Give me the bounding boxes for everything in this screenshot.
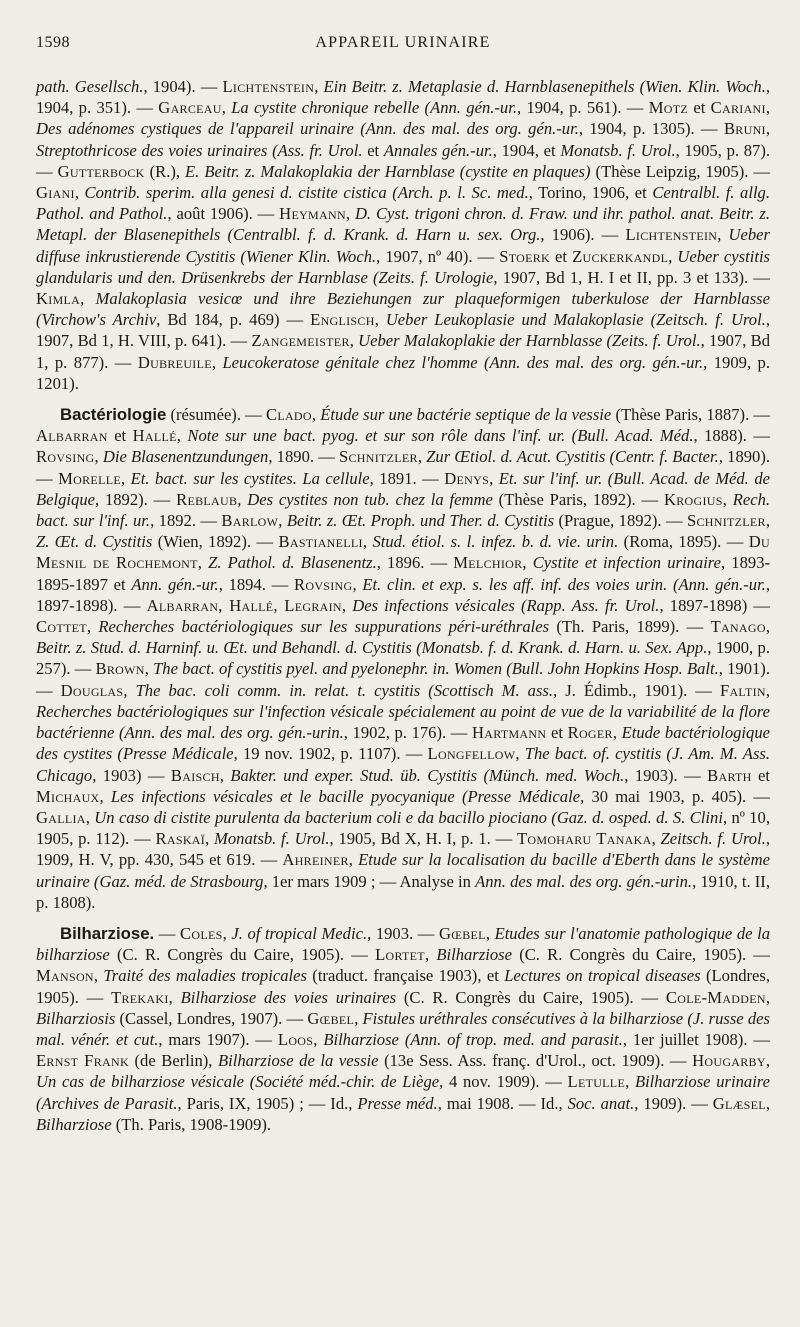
roman-text: , [341, 595, 353, 615]
roman-text: , [765, 511, 771, 531]
roman-text: (Londres, 1905). — [36, 966, 771, 1007]
author-name: Krogius [663, 489, 723, 509]
author-name: Gœbel [438, 923, 486, 943]
roman-text: , [120, 468, 131, 488]
roman-text: , 1905, Bd X, H. I, p. 1. — [329, 829, 517, 849]
roman-text: , 1896. — [376, 553, 454, 573]
roman-text: , 1er mars 1909 ; — Analyse in [263, 871, 476, 891]
roman-text: , [722, 489, 733, 509]
italic-text: Die Blasenentzundungen [102, 447, 269, 467]
roman-text: , [765, 1051, 770, 1071]
roman-text: , [99, 786, 111, 806]
author-name: Clado [265, 405, 312, 425]
author-name: Ernst Frank [36, 1051, 129, 1071]
italic-text: La cystite chronique rebelle (Ann. gén.-ur. [231, 98, 517, 118]
roman-text: , 19 nov. 1902, p. 1107). — [233, 744, 428, 764]
italic-text: Bilharziosis [36, 1008, 116, 1028]
italic-text: Traité des maladies tropicales [103, 966, 307, 986]
roman-text: , 1892). — [94, 489, 177, 509]
italic-text: E. Beitr. z. Malakoplakia der Harnblase (cystite en plaques) [185, 161, 591, 181]
roman-text: , 1893-1895-1897 et [36, 553, 771, 594]
italic-text: The bact. of. cystitis (J. Am. M. Ass. Chicago [36, 744, 771, 785]
roman-text: , 1903). — [624, 765, 708, 785]
italic-text: Ann. gén.-ur. [131, 574, 219, 594]
roman-text: , [348, 850, 359, 870]
author-name: Cariani [710, 98, 766, 118]
roman-text: , [211, 352, 223, 372]
italic-text: Zur Œtiol. d. Acut. Cystitis (Centr. f. Bacter. [426, 447, 719, 467]
roman-text: , 1890. — [268, 447, 339, 467]
roman-text: , Bd 184, p. 469) — [156, 310, 311, 330]
italic-text: Étude sur une bactérie septique de la vessie [320, 405, 612, 425]
author-name: Trekaki [111, 987, 169, 1007]
author-name: Tanago [710, 617, 766, 637]
roman-text: , [278, 511, 287, 531]
author-name: Du Mesnil de Rochemont [36, 532, 771, 573]
roman-text: — [154, 923, 180, 943]
italic-text: Leucokeratose génitale chez l'homme (Ann. des mal. des org. gén.-ur. [222, 352, 704, 372]
roman-text: , [205, 829, 215, 849]
author-name: Englisch [310, 310, 375, 330]
author-name: Schnitzler [686, 511, 766, 531]
author-name: Raskaï [155, 829, 206, 849]
italic-text: Streptothricose des voies urinaires (Ass. fr. Urol. [36, 140, 363, 160]
italic-text: Bilharziose [436, 945, 512, 965]
italic-text: The bact. of cystitis pyel. and pyelonephr. in. Women (Bull. John Hopkins Hosp. Balt. [153, 659, 719, 679]
italic-text: path. Gesellsch. [36, 77, 144, 96]
italic-text: Z. Œt. d. Cystitis [36, 532, 153, 552]
roman-text: et [546, 723, 568, 743]
author-name: Rovsing [36, 447, 95, 467]
roman-text: , [765, 119, 770, 139]
roman-text: , Paris, IX, 1905) ; — Id., [177, 1093, 358, 1113]
author-name: Cole-Madden [665, 987, 766, 1007]
author-name: Longfellow [427, 744, 516, 764]
author-name: Gœbel [307, 1008, 355, 1028]
author-name: Michaux [36, 786, 100, 806]
author-name: Barlow [221, 511, 279, 531]
author-name: Albarran [36, 426, 108, 446]
roman-text: , 1903. — [367, 923, 439, 943]
roman-text: (Thèse Paris, 1887). — [611, 405, 770, 425]
italic-text: The bac. coli comm. in. relat. t. cystitis (Scottisch M. ass. [135, 680, 554, 700]
author-name: Ahreiner [282, 850, 349, 870]
italic-text: Centralbl. f. allg. Pathol. and Pathol. [36, 183, 770, 224]
italic-text: Bilharziose [36, 1114, 112, 1134]
roman-text: et [550, 246, 573, 266]
italic-text: Beitr. z. Œt. Proph. und Ther. d. Cystitis [286, 511, 555, 531]
roman-text: , [362, 532, 373, 552]
roman-text: , 1907, Bd 1, H. VIII, p. 641). — [36, 310, 771, 351]
roman-text: , [424, 945, 437, 965]
author-name: Motz [648, 98, 689, 118]
italic-text: Beitr. z. Stud. d. Harninf. u. Œt. und Behandl. d. Cystitis (Monatsb. f. d. Krank. d. Harn. u. Sex. App. [36, 638, 708, 658]
roman-text: , nº 10, 1905, p. 112). — [36, 807, 770, 849]
roman-text: (C. R. Congrès du Caire, 1905). — [109, 945, 376, 965]
roman-text: , Torino, 1906, et [528, 183, 653, 203]
section-title: Bactériologie [60, 405, 167, 425]
roman-text: , 1904). — [143, 77, 223, 96]
roman-text: , [354, 1008, 363, 1028]
author-name: Rovsing [293, 574, 353, 594]
author-name: Baisch [170, 765, 220, 785]
italic-text: Et. sur l'inf. ur. (Bull. Acad. de Méd. de Belgique [36, 468, 770, 509]
roman-text: (traduct. française 1903), et [306, 966, 505, 986]
page-number: 1598 [36, 34, 70, 51]
author-name: Albarran, Hallé, Legrain [146, 595, 342, 615]
roman-text: , 1er juillet 1908). — [622, 1029, 770, 1049]
italic-text: Etude sur la localisation du bacille d'Eberth dans le système urinaire (Gaz. méd. de Strasbourg [36, 850, 770, 891]
author-name: Douglas [60, 680, 124, 700]
roman-text: , [352, 574, 363, 594]
roman-text: , 1909, H. V, pp. 430, 545 et 619. — [36, 829, 771, 870]
roman-text: , [314, 77, 324, 96]
roman-text: (de Berlin), [128, 1051, 218, 1071]
running-title: APPAREIL URINAIRE [315, 34, 491, 51]
author-name: Manson [36, 966, 94, 986]
author-name: Roger [567, 723, 613, 743]
roman-text: (Wien, 1892). — [152, 532, 279, 552]
author-name: Giani [36, 183, 75, 203]
roman-text: et [362, 140, 384, 160]
italic-text: Bilharziose des voies urinaires [180, 987, 397, 1007]
italic-text: Lectures on tropical diseases [504, 966, 701, 986]
bibliography-paragraph [36, 923, 770, 1135]
italic-text: Fistules uréthrales consécutives à la bilharziose (J. russe des mal. vénér. et cut. [36, 1008, 770, 1049]
italic-text: Bilharziose urinaire (Archives de Parasit. [36, 1072, 771, 1113]
italic-text: Rech. bact. sur l'inf. ur. [36, 489, 771, 531]
roman-text: , [668, 246, 678, 266]
roman-text: (Cassel, Londres, 1907). — [115, 1008, 308, 1028]
author-name: Zuckerkandl [572, 246, 669, 266]
roman-text: , [94, 447, 103, 467]
roman-text: (Thèse Paris, 1892). — [492, 489, 664, 509]
italic-text: Malakoplasia vesicœ und ihre Beziehungen zur plaqueformigen tuberkulose der Harnblasse (Virchow's Archiv [36, 289, 770, 330]
roman-text: , [417, 447, 427, 467]
roman-text: , [219, 765, 231, 785]
roman-text: , [651, 829, 661, 849]
italic-text: Monatsb. f. Urol. [214, 829, 330, 849]
italic-text: Etude bactériologique des cystites (Presse Médicale [36, 723, 770, 764]
italic-text: Un caso di cistite purulenta da bacterium coli e da bacillo pіociano (Gaz. d. osped. d. S. Clini [94, 807, 723, 827]
italic-text: Ueber Leukoplasie und Malakoplasie (Zeitsch. f. Urol. [385, 310, 766, 330]
italic-text: Les infections vésicales et le bacille pyocyanique (Presse Médicale [110, 786, 581, 806]
italic-text: Ueber cystitis glandularis und den. Drüsenkrebs der Harnblase (Zeits. f. Urologie [36, 246, 771, 287]
italic-text: Des cystites non tub. chez la femme [247, 489, 493, 509]
roman-text: , [515, 744, 525, 764]
roman-text: (13e Sess. Ass. franç. d'Urol., oct. 1909). — [378, 1051, 693, 1071]
roman-text: , 1894. — [218, 574, 294, 594]
roman-text: (Roma, 1895). — [618, 532, 749, 552]
roman-text: , [176, 426, 188, 446]
italic-text: Recherches bactériologiques sur les suppurations péri-uréthrales [98, 617, 550, 637]
roman-text: , 1897-1898). — [36, 574, 770, 615]
roman-text: , 1902, p. 176). — [343, 723, 472, 743]
author-name: Heymann [279, 204, 346, 224]
roman-text: , [93, 966, 104, 986]
italic-text: Contrib. sperim. alla genesi d. cistite cistica (Arch. p. l. Sc. med. [84, 183, 529, 203]
author-name: Faltin [719, 680, 766, 700]
roman-text: , 1904, et [492, 140, 561, 160]
roman-text: , [717, 225, 729, 245]
italic-text: Ueber diffuse inkrustierende Cystitis (Wiener Klin. Woch. [36, 225, 770, 266]
italic-text: Des adénomes cystiques de l'appareil urinaire (Ann. des mal. des org. gén.-ur. [36, 119, 579, 139]
roman-text: , 1907, nº 40). — [376, 246, 500, 266]
italic-text: Et. bact. sur les cystites. La cellule [130, 468, 370, 488]
author-name: Cottet [36, 617, 87, 637]
italic-text: Annales gén.-ur. [383, 140, 493, 160]
roman-text: , [311, 405, 321, 425]
author-name: Tomoharu Tanaka [516, 829, 652, 849]
roman-text: , [765, 98, 770, 118]
roman-text: , [313, 1029, 324, 1049]
roman-text: , [489, 468, 499, 488]
page-header [36, 34, 770, 60]
roman-text: , [197, 553, 209, 573]
author-name: Zangemeister [251, 331, 350, 351]
author-name: Morelle [58, 468, 121, 488]
bibliography-paragraph [36, 404, 770, 913]
roman-text: , [345, 204, 355, 224]
italic-text: Ann. des mal. des org. gén.-urin. [475, 871, 693, 891]
roman-text: , [625, 1072, 635, 1092]
roman-text: , [522, 553, 533, 573]
roman-text: , 1907, Bd 1, p. 877). — [36, 331, 770, 372]
roman-text: , [237, 489, 248, 509]
italic-text: Ein Beitr. z. Metaplasie d. Harnblasenepithels (Wien. Klin. Woch. [323, 77, 766, 96]
author-name: Glæsel [712, 1093, 766, 1113]
roman-text: , mars 1907). — [158, 1029, 278, 1049]
italic-text: Des infections vésicales (Rapp. Ass. fr. Urol. [352, 595, 660, 615]
italic-text: Soc. anat. [567, 1093, 635, 1113]
roman-text: , [85, 807, 95, 827]
italic-text: Zeitsch. f. Urol. [660, 829, 766, 849]
italic-text: Note sur une bact. pyog. et sur son rôle dans l'inf. ur. (Bull. Acad. Méd. [187, 426, 694, 446]
roman-text: et [107, 426, 133, 446]
roman-text: , [221, 98, 232, 118]
author-name: Hougarby [692, 1051, 766, 1071]
italic-text: Monatsb. f. Urol. [560, 140, 676, 160]
italic-text: Cystite et infection urinaire [532, 553, 722, 573]
italic-text: Ueber Malakoplakie der Harnblasse (Zeits. f. Urol. [358, 331, 701, 351]
roman-text: (résumée). — [166, 405, 266, 425]
author-name: Bruni [723, 119, 766, 139]
italic-text: Recherches bactériologiques sur l'infection vésicale spécialement au point de vue de la variabilité de la flore bactérienne (Ann. des mal. des org. gén.-urin. [36, 701, 770, 743]
roman-text: , 1910, t. II, p. 1808). [36, 871, 770, 912]
italic-text: Bilharziose de la vessie [218, 1051, 379, 1071]
roman-text: (C. R. Congrès du Caire, 1905). — [511, 945, 771, 965]
roman-text: et [751, 765, 771, 785]
author-name: Gutterbock [57, 161, 145, 181]
roman-text: , [765, 680, 771, 700]
author-name: Hartmann [472, 723, 547, 743]
author-name: Barth [707, 765, 752, 785]
bibliography-body [36, 76, 770, 1135]
author-name: Hallé [132, 426, 177, 446]
roman-text: , 1901). — [36, 659, 770, 700]
italic-text: Bakter. und exper. Stud. üb. Cystitis (Münch. med. Woch. [230, 765, 625, 785]
author-name: Gallia [36, 807, 86, 827]
author-name: Letulle [567, 1072, 626, 1092]
author-name: Melchior [453, 553, 523, 573]
roman-text: , [222, 923, 232, 943]
author-name: Garceau [158, 98, 222, 118]
roman-text: , 1907, Bd 1, H. I et II, pp. 3 et 133). — [493, 267, 770, 287]
author-name: Reblaub [176, 489, 238, 509]
roman-text: , [86, 617, 99, 637]
roman-text: , [168, 987, 181, 1007]
roman-text: , [144, 659, 154, 679]
roman-text: (Thèse Leipzig, 1905). — [590, 161, 770, 181]
roman-text: , [374, 310, 386, 330]
roman-text: et [688, 98, 711, 118]
roman-text: , 30 mai 1903, p. 405). — [580, 786, 770, 806]
roman-text: , 1888). — [693, 426, 770, 446]
author-name: Brown [95, 659, 145, 679]
roman-text: , [349, 331, 359, 351]
roman-text: , [765, 617, 770, 637]
author-name: Lichtenstein [222, 77, 315, 96]
roman-text: , [765, 987, 770, 1007]
roman-text: , 1904, p. 561). — [516, 98, 649, 118]
roman-text: , 1891. — [369, 468, 445, 488]
roman-text: , [80, 289, 96, 309]
roman-text: , 1909). — [634, 1093, 713, 1113]
roman-text: , 4 nov. 1909). — [439, 1072, 568, 1092]
roman-text: (Th. Paris, 1908-1909). [111, 1114, 272, 1134]
italic-text: Bilharziose (Ann. of trop. med. and parasit. [323, 1029, 623, 1049]
author-name: Lortet [375, 945, 425, 965]
roman-text: (C. R. Congrès du Caire, 1905). — [396, 987, 666, 1007]
author-name: Dubreuile [137, 352, 212, 372]
roman-text: , 1903) — [92, 765, 171, 785]
roman-text: , 1890). — [36, 447, 771, 488]
author-name: Kimla [36, 289, 81, 309]
italic-text: Etudes sur l'anatomie pathologique de la bilharziose [36, 923, 770, 965]
roman-text: , 1906). — [540, 225, 626, 245]
italic-text: D. Cyst. trigoni chron. d. Fraw. und ihr. pathol. anat. Beitr. z. Metapl. der Blasenepithels (Centralbl. f. d. Krank. d. Harn u. sex. Org. [36, 204, 771, 245]
roman-text: , 1905, p. 87). — [36, 140, 770, 181]
author-name: Stoerk [499, 246, 551, 266]
roman-text: , août 1906). — [167, 204, 280, 224]
roman-text: (Prague, 1892). — [554, 511, 687, 531]
author-name: Lichtenstein [625, 225, 718, 245]
author-name: Loos [277, 1029, 314, 1049]
roman-text: , mai 1908. — Id., [437, 1093, 568, 1113]
roman-text: , 1909, p. 1201). [36, 352, 770, 393]
italic-text: Un cas de bilharziose vésicale (Société méd.-chir. de Liège [36, 1072, 440, 1092]
roman-text: , 1897-1898) — [659, 595, 771, 615]
roman-text: , 1904, p. 1305). — [578, 119, 724, 139]
roman-text: (Th. Paris, 1899). — [549, 617, 711, 637]
roman-text: , [765, 1093, 771, 1113]
italic-text: J. of tropical Medic. [231, 923, 368, 943]
roman-text: , [123, 680, 136, 700]
author-name: Schnitzler [338, 447, 418, 467]
roman-text: , 1892. — [150, 511, 222, 531]
roman-text: (R.), [144, 161, 186, 181]
roman-text: , J. Édimb., 1901). — [553, 680, 720, 700]
author-name: Bastianelli [278, 532, 363, 552]
italic-text: Et. clin. et exp. s. les aff. inf. des voies urin. (Ann. gén.-ur. [362, 574, 766, 594]
roman-text: , 1900, p. 257). — [36, 638, 770, 679]
italic-text: Stud. étiol. s. l. infez. b. d. vie. urin. [372, 532, 619, 552]
italic-text: Z. Pathol. d. Blasenentz. [208, 553, 377, 573]
bibliography-paragraph [36, 76, 770, 394]
roman-text: , [612, 723, 622, 743]
roman-text: , [74, 183, 85, 203]
italic-text: Presse méd. [357, 1093, 438, 1113]
roman-text: , [485, 923, 495, 943]
author-name: Coles [180, 923, 223, 943]
author-name: Denys [444, 468, 490, 488]
section-title: Bilharziose. [60, 923, 155, 943]
roman-text: , 1904, p. 351). — [36, 77, 771, 118]
